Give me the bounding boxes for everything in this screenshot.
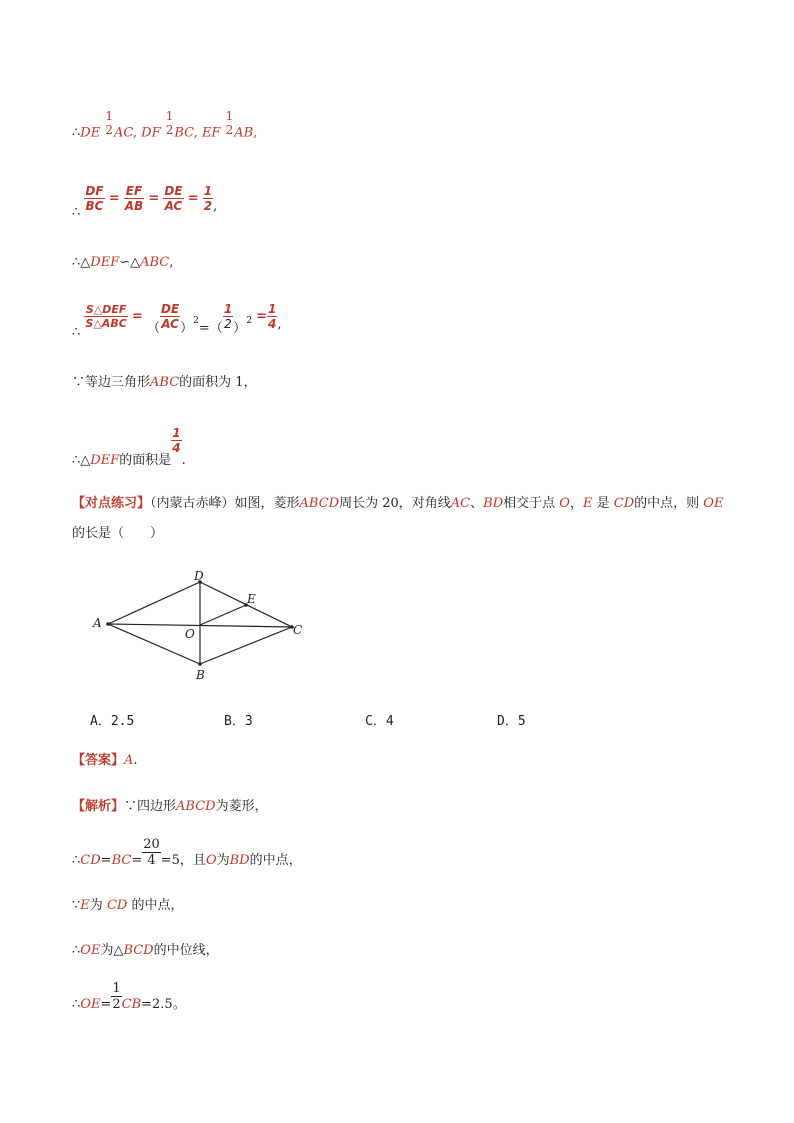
text: 为	[216, 853, 230, 868]
segment-de: DE	[80, 125, 101, 141]
denominator: 2	[112, 997, 121, 1012]
numerator: 1	[223, 302, 233, 316]
label-c: C	[293, 623, 303, 637]
because-symbol: ∵	[72, 898, 81, 913]
paren-open: （	[146, 321, 160, 336]
point-e: E	[582, 496, 593, 511]
period: .	[181, 453, 186, 468]
segment-ac: AC,	[113, 125, 137, 141]
therefore-symbol: ∴	[72, 125, 81, 141]
text: 等边三角形	[85, 375, 151, 390]
equals: =	[100, 997, 112, 1012]
triangle-def: DEF	[90, 255, 120, 270]
segment-cb: CB	[121, 997, 142, 1012]
question-line-1	[72, 497, 723, 510]
line-4	[72, 302, 282, 340]
question-line-2	[72, 527, 163, 540]
segment-df: DF	[141, 125, 161, 141]
text: 是	[596, 496, 610, 511]
analysis-line	[72, 800, 268, 813]
line-1	[72, 109, 258, 146]
exercise-tag: 【对点练习】	[72, 496, 151, 511]
equals: =	[100, 853, 112, 868]
text: 的长是（ ）	[72, 526, 164, 541]
text: =2.5。	[141, 997, 186, 1012]
equals: =	[256, 309, 267, 324]
line-3	[72, 256, 173, 269]
separator: 、	[470, 496, 484, 511]
solution-step-3	[72, 944, 219, 957]
point-o: O	[205, 853, 217, 868]
because-symbol: ∵	[124, 799, 138, 814]
numerator: 1	[225, 109, 234, 123]
diagonal-bd: BD	[483, 496, 504, 511]
exponent: 2	[193, 315, 199, 326]
label-d: D	[194, 569, 204, 583]
denominator: 4	[147, 853, 156, 868]
numerator: DF	[85, 184, 104, 198]
text: 为	[89, 898, 103, 913]
segment-ab: AB,	[234, 125, 258, 141]
denominator: S△ABC	[85, 317, 127, 330]
solution-step-4	[72, 982, 186, 1011]
answer-line	[72, 754, 138, 767]
fraction-de-ac	[163, 185, 183, 212]
paren-close: ）	[180, 321, 194, 336]
label-o: O	[185, 627, 195, 641]
numerator: 1	[172, 426, 181, 440]
text: 的中位线，	[153, 943, 219, 958]
fraction-area-ratio	[84, 304, 127, 329]
text: （内蒙古赤峰）如图，菱形	[150, 496, 300, 511]
numerator: DE	[160, 302, 180, 316]
point-a-dot	[106, 622, 110, 626]
equals-paren: =（	[198, 321, 223, 336]
answer-value: A	[124, 753, 134, 768]
triangle-symbol: △	[130, 255, 141, 270]
fraction-half	[111, 982, 121, 1011]
denominator: 2	[225, 123, 234, 137]
fraction-half-2	[165, 110, 175, 136]
text: 的面积是	[119, 453, 172, 468]
text: 的面积为 1，	[179, 375, 257, 390]
triangle-bcd: BCD	[123, 943, 154, 958]
equals: =	[148, 191, 160, 206]
text: =5，且	[160, 853, 206, 868]
denominator: AC	[164, 199, 183, 213]
point-o: O	[559, 496, 570, 511]
denominator: 2	[203, 199, 213, 213]
label-b: B	[196, 668, 205, 682]
option-a[interactable]: A．2.5	[90, 714, 135, 729]
numerator: 1	[112, 981, 121, 996]
denominator: 2	[105, 123, 113, 137]
segment-oe: OE	[80, 943, 101, 958]
comma: ,	[169, 255, 174, 270]
text: 四边形	[137, 799, 177, 814]
point-b-dot	[198, 662, 202, 666]
fraction-df-bc	[84, 185, 104, 212]
fraction-half	[223, 303, 233, 330]
point-e: E	[80, 898, 90, 913]
similar-symbol: ∽	[119, 255, 131, 270]
numerator: EF	[124, 185, 144, 199]
period: .	[133, 753, 138, 768]
segment-cd: CD	[106, 898, 128, 913]
numerator: 1	[267, 302, 277, 316]
therefore-symbol: ∴	[72, 997, 81, 1012]
because-symbol: ∵	[72, 375, 86, 390]
denominator: 4	[267, 317, 277, 331]
denominator: BC	[85, 199, 104, 213]
line-2	[72, 184, 218, 220]
fraction-ef-ab	[124, 185, 144, 212]
line-5	[72, 376, 257, 389]
equals: =	[187, 191, 199, 206]
segment-bd: BD	[229, 853, 250, 868]
solution-step-2	[72, 899, 183, 912]
numerator: 1	[105, 109, 113, 123]
fraction-half-3	[225, 110, 235, 136]
fraction-quarter	[171, 427, 181, 454]
rhombus-figure	[90, 565, 320, 690]
denominator: AB	[124, 199, 144, 213]
rhombus-abcd: ABCD	[176, 799, 216, 814]
denominator: 2	[165, 123, 174, 137]
fraction-one-half	[203, 185, 213, 212]
denominator: 2	[224, 317, 232, 331]
text: 的中点，	[131, 898, 184, 913]
option-b[interactable]: B．3	[224, 714, 253, 729]
diagonal-ac: AC	[450, 496, 471, 511]
triangle-def: DEF	[90, 453, 120, 468]
option-d[interactable]: D．5	[497, 714, 526, 729]
segment-bc: BC,	[174, 125, 198, 141]
label-e: E	[247, 592, 256, 606]
numerator: S△DEF	[85, 303, 127, 316]
equals: =	[131, 309, 143, 324]
numerator: 1	[165, 109, 174, 123]
exponent: 2	[246, 315, 252, 326]
answer-tag: 【答案】	[72, 753, 125, 768]
denominator: AC	[161, 317, 179, 331]
triangle-symbol: △	[80, 453, 91, 468]
therefore-symbol: ∴	[72, 453, 81, 468]
triangle-symbol: △	[80, 255, 91, 270]
text: 的中点，则	[634, 496, 700, 511]
text: 为△	[100, 943, 124, 958]
rhombus-abcd: ABCD	[299, 496, 340, 511]
triangle-abc: ABC	[140, 255, 170, 270]
label-a: A	[93, 616, 102, 630]
segment-oe: OE	[80, 997, 101, 1012]
text: ，	[569, 496, 583, 511]
segment-cd: CD	[80, 853, 101, 868]
triangle-abc: ABC	[150, 375, 180, 390]
line-6	[72, 426, 186, 468]
comma: ,	[277, 317, 282, 332]
segment-oe: OE	[703, 496, 724, 511]
therefore-symbol: ∴	[72, 853, 81, 868]
segment-ef: EF	[201, 125, 221, 141]
solution-step-1	[72, 838, 302, 867]
comma: ,	[213, 199, 218, 214]
therefore-symbol: ∴	[72, 205, 81, 220]
analysis-tag: 【解析】	[72, 799, 125, 814]
therefore-symbol: ∴	[72, 943, 81, 958]
equals: =	[131, 853, 143, 868]
option-c[interactable]: C．4	[365, 714, 394, 729]
segment-oe-line	[200, 605, 246, 625]
segment-bc: BC	[111, 853, 132, 868]
fraction-de-ac	[160, 303, 180, 330]
denominator: 4	[172, 441, 181, 455]
fraction-half-1	[104, 110, 114, 136]
numerator: DE	[164, 184, 183, 198]
paren-close: ）	[233, 321, 247, 336]
text: 周长为 20，对角线	[339, 496, 451, 511]
segment-cd: CD	[613, 496, 635, 511]
equals: =	[108, 191, 120, 206]
therefore-symbol: ∴	[72, 255, 81, 270]
therefore-symbol: ∴	[72, 325, 81, 340]
fraction-quarter	[267, 303, 277, 330]
numerator: 20	[143, 837, 160, 852]
text: 相交于点	[503, 496, 556, 511]
text: 为菱形，	[215, 799, 268, 814]
text: 的中点，	[249, 853, 302, 868]
fraction-20-4	[142, 838, 161, 867]
numerator: 1	[203, 184, 213, 198]
